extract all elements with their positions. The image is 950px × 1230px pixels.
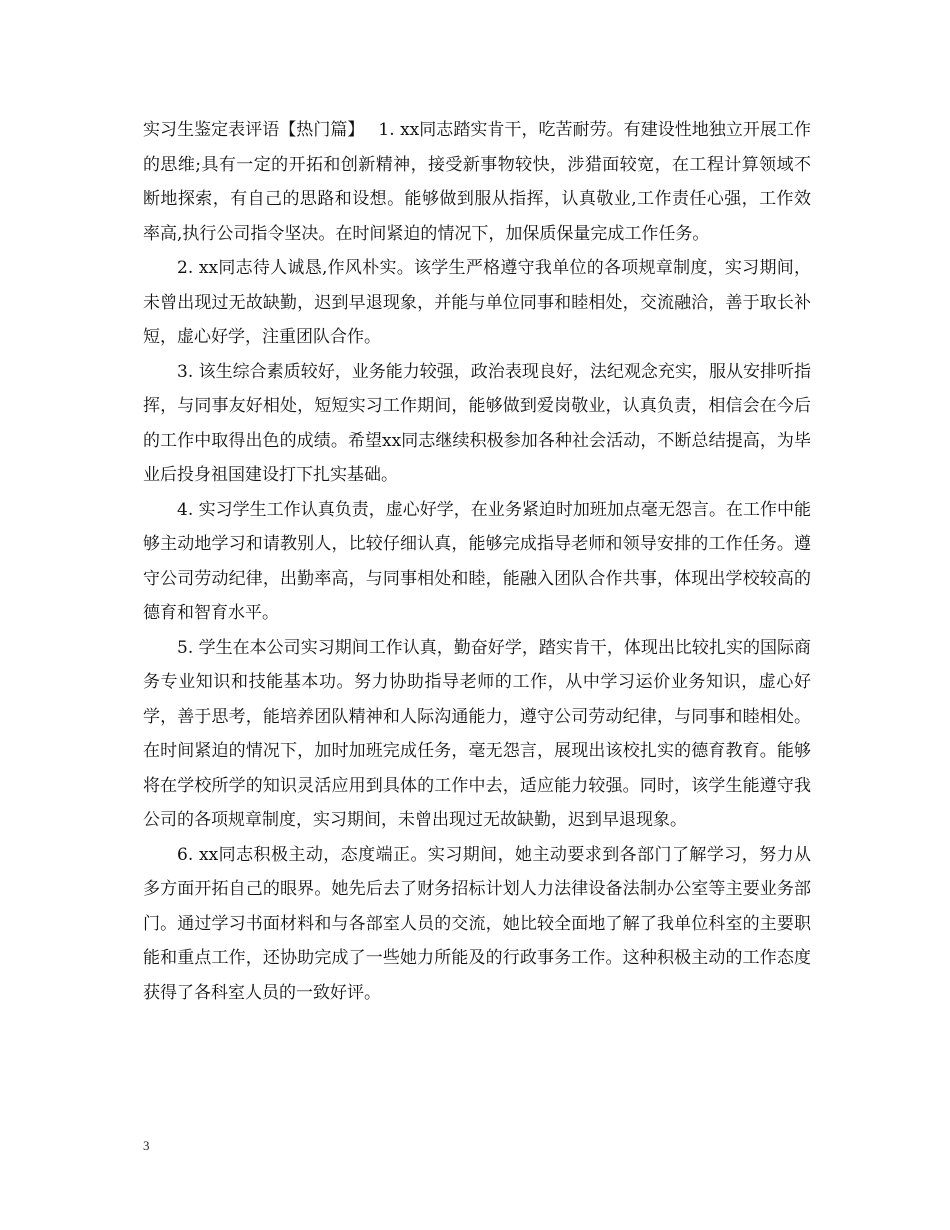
paragraph-3: 3. 该生综合素质较好，业务能力较强，政治表现良好，法纪观念充实，服从安排听指挥，与同事友好相处，短短实习工作期间，能够做到爱岗敬业，认真负责，相信会在今后的工作中取得出色的成绩。希望xx同志继续积极参加各种社会活动，不断总结提高，为毕业后投身祖国建设打下扎实基础。 [143,361,811,485]
paragraph-2: 2. xx同志待人诚恳,作风朴实。该学生严格遵守我单位的各项规章制度，实习期间，未曾出现过无故缺勤，迟到早退现象，并能与单位同事和睦相处，交流融洽，善于取长补短，虚心好学，注重团队合作。 [143,258,811,347]
document-title: 实习生鉴定表评语【热门篇】 [143,120,365,140]
paragraph-5: 5. 学生在本公司实习期间工作认真，勤奋好学，踏实肯干，体现出比较扎实的国际商务专业知识和技能基本功。努力协助指导老师的工作，从中学习运价业务知识，虚心好学，善于思考，能培养团队精神和人际沟通能力，遵守公司劳动纪律，与同事和睦相处。在时间紧迫的情况下，加时加班完成任务，毫无怨言，展现出该校扎实的德育教育。能够将在学校所学的知识灵活应用到具体的工作中去，适应能力较强。同时，该学生能遵守我公司的各项规章制度，实习期间，未曾出现过无故缺勤，迟到早退现象。 [143,637,811,830]
paragraph-1 [143,113,811,251]
page-number: 3 [143,1138,150,1153]
paragraph-6: 6. xx同志积极主动，态度端正。实习期间，她主动要求到各部门了解学习，努力从多方面开拓自己的眼界。她先后去了财务招标计划人力法律设备法制办公室等主要业务部门。通过学习书面材料和与各部室人员的交流，她比较全面地了解了我单位科室的主要职能和重点工作，还协助完成了一些她力所能及的行政事务工作。这种积极主动的工作态度获得了各科室人员的一致好评。 [143,844,811,1003]
document-body [143,113,811,1010]
paragraph-1-text: 1. xx同志踏实肯干，吃苦耐劳。有建设性地独立开展工作的思维;具有一定的开拓和创新精神，接受新事物较快，涉猎面较宽，在工程计算领域不断地探索，有自己的思路和设想。能够做到服从指挥，认真敬业,工作责任心强，工作效率高,执行公司指令坚决。在时间紧迫的情况下，加保质保量完成工作任务。 [143,120,812,244]
paragraph-4: 4. 实习学生工作认真负责，虚心好学，在业务紧迫时加班加点毫无怨言。在工作中能够主动地学习和请教别人，比较仔细认真，能够完成指导老师和领导安排的工作任务。遵守公司劳动纪律，出勤率高，与同事相处和睦，能融入团队合作共事，体现出学校较高的德育和智育水平。 [143,499,811,623]
